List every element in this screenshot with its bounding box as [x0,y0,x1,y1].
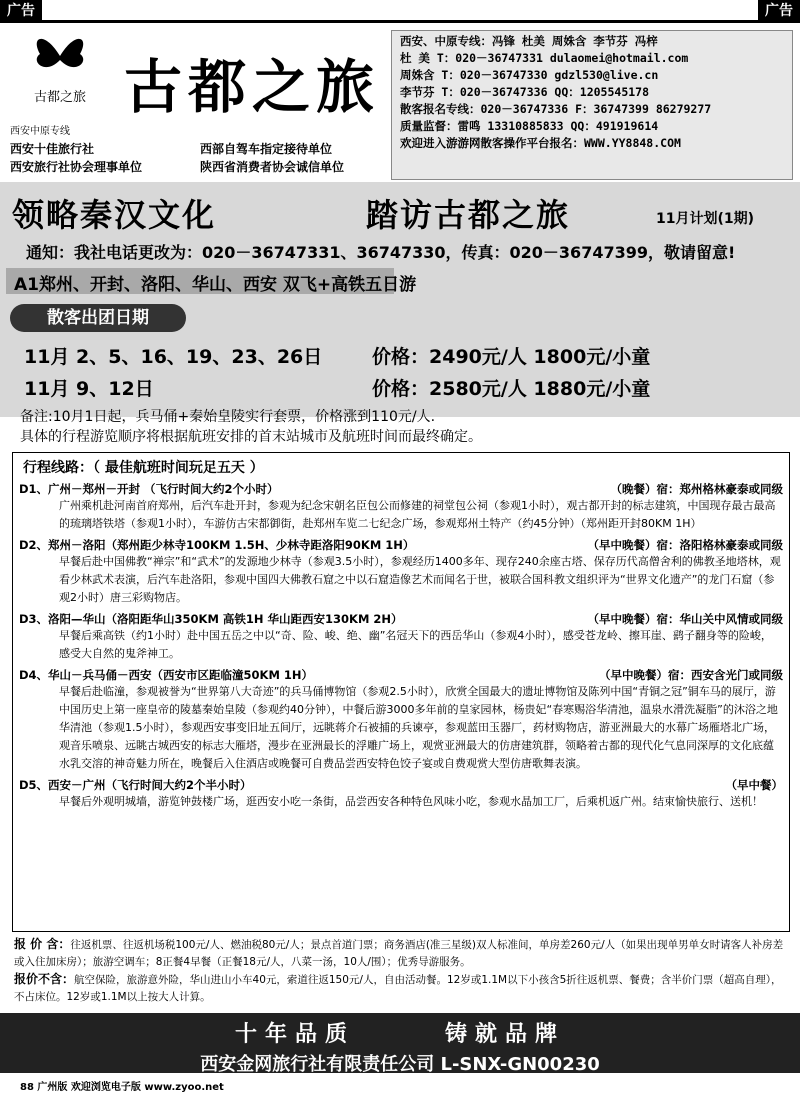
logo-caption: 古都之旅 [33,90,86,105]
schedule-price-2: 价格：2580元/人 1880元/小童 [372,378,651,400]
day-body: 早餐后赴中国佛教“禅宗”和“武术”的发源地少林寺（参观3.5小时），参观经历1400多年、现存240余座古塔、保存历代高僧舍利的佛教圣地塔林，观看少林武术表演，后汽车赴洛阳，参观中国四大佛教石窟之中以石窟造像艺术而闻名于世，被联合国科教文组织评为“世界文化遗产”的龙门石窟（参观2小时）唐三彩购物店。 [59,555,781,604]
day-meal: （早中晚餐）宿：华山关中风情或同级 [587,612,783,626]
day-body: 广州乘机赴河南首府郑州，后汽车赴开封，参观为纪念宋朝名臣包公而修建的祠堂包公祠（参观1小时），观古都开封的标志建筑，中国现存最古最高的琉璃塔铁塔（参观1小时），车游仿古宋都御街，赴郑州车览二七纪念广场，参观郑州土特产（约45分钟）（郑州距开封80KM 1H） [59,499,776,530]
day-block [19,667,789,773]
notice: 通知：我社电话更改为：020－36747331、36747330，传真：020－36747399，敬请留意! [26,243,736,262]
day-body: 早餐后乘高铁（约1小时）赴中国五岳之中以“奇、险、峻、绝、幽”名冠天下的西岳华山（参观4小时），感受苍龙岭、擦耳崖、鹞子翻身等的险峻，感受大自然的鬼斧神工。 [59,629,772,660]
departure-badge: 散客出团日期 [10,304,186,332]
publication: 广州版 [37,1082,68,1093]
member-3: 西安旅行社协会理事单位 [10,160,143,174]
contact-line: 散客报名专线：020－36747336 F：36747399 86279277 [400,102,712,116]
footer-band [0,1013,800,1073]
site-text[interactable]: 欢迎浏览电子版 www.zyoo.net [70,1082,224,1093]
day-meal: （早中晚餐）宿：西安含光门或同级 [599,668,783,682]
contact-line: 杜 美 T：020－36747331 dulaomei@hotmail.com [400,51,689,65]
fees-included [14,936,790,971]
company-name: 西安金网旅行社有限责任公司 L-SNX-GN00230 [200,1054,600,1075]
day-meal: （早中餐） [725,778,783,792]
butterfly-icon [10,26,110,86]
fees-excluded-text: 航空保险，旅游意外险，华山进山小车40元，索道往返150元/人，自由活动餐。12岁或1.1M以下小孩含5折往返机票、餐费；含半价门票（超高自理），不占床位。12岁或1.1M以上按大人计算。 [14,974,782,1003]
itinerary-header: 行程线路：（ 最佳航班时间玩足五天 ） [23,460,264,476]
member-1: 西安十佳旅行社 [10,142,95,156]
ad-tag-left: 广告 [0,0,42,22]
day-title: D3、洛阳—华山（洛阳距华山350KM 高铁1H 华山距西安130KM 2H） [19,612,403,626]
fees-included-label: 报 价 含： [14,937,71,951]
banner-title-left: 领略秦汉文化 [12,196,217,234]
banner-title-right: 踏访古都之旅 [366,196,571,234]
remark-1: 备注:10月1日起，兵马俑+秦始皇陵实行套票，价格涨到110元/人. [20,409,436,425]
ad-tag-right: 广告 [758,0,800,22]
day-meal: （早中晚餐）宿：洛阳格林豪泰或同级 [587,538,783,552]
day-block [19,481,789,533]
logo [10,26,110,126]
slogan-right: 铸就品牌 [445,1022,566,1047]
day-block [19,611,789,663]
schedule-dates-2: 11月 9、12日 [24,378,154,400]
day-body: 早餐后赴临潼，参观被誉为“世界第八大奇迹”的兵马俑博物馆（参观2.5小时），欣赏全国最大的遗址博物馆及陈列中国“青铜之冠”铜车马的展厅，游中国历史上第一座皇帝的陵墓秦始皇陵（参观约40分钟），中餐后游3000多年前的皇家园林，杨贵妃“春寒赐浴华清池，温泉水滑洗凝脂”的沐浴之地华清池（参观1.5小时），参观西安事变旧址五间厅，远眺蒋介石被捕的兵谏亭，参观蓝田玉器厂，药材购物店，游亚洲最大的水幕广场雁塔北广场，观音乐喷泉、远眺古城西安的标志大雁塔，漫步在亚洲最长的浮雕广场上，观赏亚洲最大的仿唐建筑群，领略着古都的现代化气息同深厚的文化底蕴水乳交溶的神奇魅力所在，晚餐后入住酒店或晚餐可自费品尝西安特色饺子宴或自费观赏大型仿唐歌舞表演。 [59,685,778,770]
fees-included-text: 往返机票、往返机场税100元/人、燃油税80元/人；景点首道门票；商务酒店(准三星级)双人标准间，单房差260元/人（如果出现单男单女时请客人补房差或入住加床房）；旅游空调车；8正餐4早餐（正餐18元/人，八菜一汤，10人/围）；优秀导游服务。 [14,939,784,968]
slogan [0,1017,800,1048]
plan-label: 11月计划(1期) [656,211,755,227]
member-2: 西部自驾车指定接待单位 [200,142,333,156]
contact-line: 欢迎进入游游网散客操作平台报名：WWW.YY8848.COM [400,136,681,150]
day-body: 早餐后外观明城墙，游览钟鼓楼广场，逛西安小吃一条街，品尝西安各种特色风味小吃，参观水晶加工厂，后乘机返广州。结束愉快旅行、送机！ [59,795,763,808]
fees-excluded [14,971,790,1006]
member-4: 陕西省消费者协会诚信单位 [200,160,345,174]
slogan-left: 十年品质 [234,1022,355,1047]
day-block [19,777,789,811]
contact-line: 质量监督：雷鸣 13310885833 QQ：491919614 [400,119,659,133]
day-meal: （晚餐）宿：郑州格林豪泰或同级 [610,482,783,496]
contact-panel [391,30,793,180]
line-label: 西安中原专线 [10,126,70,137]
day-title: D4、华山－兵马俑－西安（西安市区距临潼50KM 1H） [19,668,314,682]
route-title: A1郑州、开封、洛阳、华山、西安 双飞+高铁五日游 [14,275,417,295]
schedule-price-1: 价格：2490元/人 1800元/小童 [372,346,651,368]
day-title: D5、西安－广州（飞行时间大约2个半小时） [19,778,252,792]
day-title: D1、广州－郑州－开封 （飞行时间大约2个小时） [19,482,279,496]
contact-line: 李节芬 T：020－36747336 QQ：1205545178 [400,85,650,99]
contact-line: 周姝含 T：020－36747330 gdzl530@live.cn [400,68,659,82]
itinerary-box [12,452,790,932]
remark-2: 具体的行程游览顺序将根据航班安排的首末站城市及航班时间而最终确定。 [20,429,482,445]
schedule-dates-1: 11月 2、5、16、19、23、26日 [24,346,323,368]
fees-excluded-label: 报价不含： [14,972,75,986]
brand-title: 古都之旅 [124,53,381,121]
page-number: 88 [20,1082,34,1093]
fees [14,936,790,1006]
day-block [19,537,789,607]
day-title: D2、郑州－洛阳（郑州距少林寺100KM 1.5H、少林寺距洛阳90KM 1H） [19,538,415,552]
contact-line: 西安、中原专线：冯锋 杜美 周姝含 李节芬 冯梓 [400,34,658,48]
header [6,22,796,182]
page-footer [20,1078,224,1093]
